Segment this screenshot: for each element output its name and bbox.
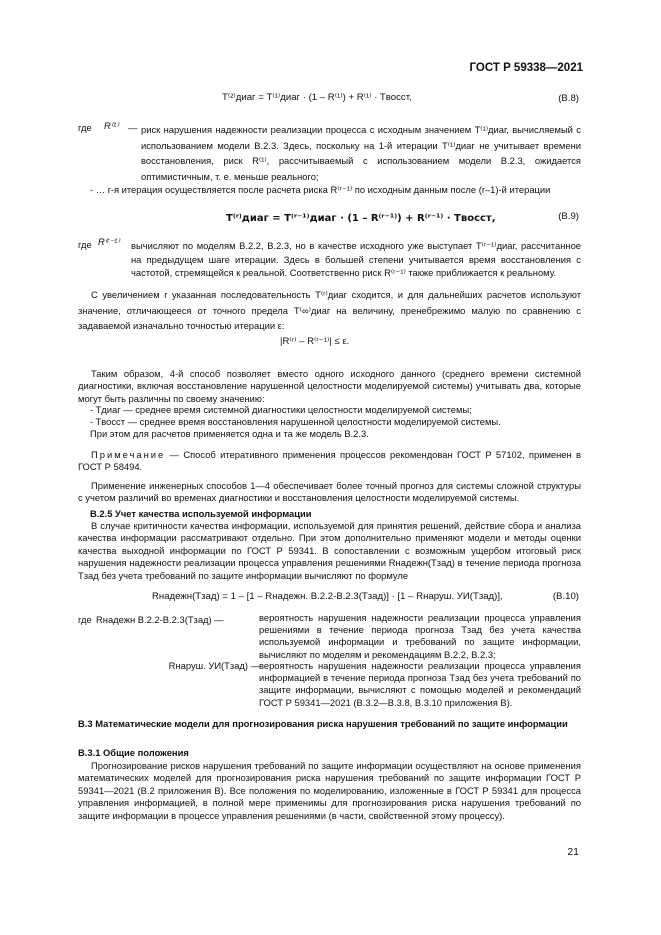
where-b9-symbol: R⁽ʳ⁻¹⁾ [98,236,120,247]
where-b9-text: вычисляют по моделям В.2.2, В.2.3, но в качестве исходного уже выступает T⁽ʳ⁻¹⁾диаг, рассчитанное на предыдущем шаге итерации. Здесь в большей степени учитывается время восстановления с частотой, стремящейся к реальной. Соответственно риск R⁽ʳ⁻¹⁾ также приближается к реальному. [131,240,581,278]
convergence-paragraph: С увеличением r указанная последовательность T⁽ʳ⁾диаг сходится, и для дальнейших расчетов используют значение, отличающееся от точного предела T⁽∞⁾диаг на величину, пренебрежимо малую по сравнению с задаваемой изначально точностью итерации ε: [78,289,581,331]
section-b25-paragraph: В случае критичности качества информации, используемой для принятия решений, действие сбора и анализа качества информации рассматривают отдельно. При этом дополнительно применяют модели и методы оценки качества выходной информации по ГОСТ Р 59341. В сопоставлении с возможным ущербом итоговый риск нарушения надежности реализации процесса управления решениями Rнадежн(Tзад) в течение периода прогноза Tзад без учета требований по защите информации вычисляют по формуле [78,520,581,581]
section-b31-title: В.3.1 Общие положения [78,747,189,758]
equation-b9-number: (В.9) [558,211,579,222]
page-number: 21 [567,846,579,858]
equation-b10: Rнадежн(Tзад) = 1 – [1 – Rнадежн. В.2.2-В.2.3(Tзад)] · [1 – Rнаруш. УИ(Tзад)], [152,591,503,602]
engineering-paragraph: Применение инженерных способов 1—4 обеспечивает более точный прогноз для системы сложной структуры с учетом различий во временах диагностики и восстановления целостности моделируемой системы. [78,480,581,504]
iteration-line: - … r-я итерация осуществляется после расчета риска R⁽ʳ⁻¹⁾ по исходным данным после (r–1)-й итерации [90,184,551,195]
note-text: — Способ итеративного применения процессов рекомендован ГОСТ Р 57102, применен в ГОСТ Р 58494. [78,449,581,473]
where-b10-text-1: вероятность нарушения надежности реализации процесса управления решениями в течение периода прогноза Tзад без учета качества используемой информации и требований по защите информации, вычисляют по моделям и рекомендациям В.2.2, В.2.3; [259,612,581,660]
equation-b8-number: (В.8) [558,93,579,104]
equation-epsilon: |R⁽ʳ⁾ – R⁽ʳ⁻¹⁾| ≤ ε. [280,336,350,347]
where-b10-symbol-1: Rнадежн В.2.2-В.2.3(Tзад) — [96,614,224,625]
note-block [78,449,581,474]
section-b31-paragraph: Прогнозирование рисков нарушения требований по защите информации осуществляют на основе применения математических моделей для прогнозирования риска нарушения требований по защите информации ГОСТ Р 59341—2021 (В.2 приложения В). Все положения по моделированию, изложенные в ГОСТ Р 59341 для процесса управления информацией, в полной мере применимы для прогнозирования риска нарушения требований по защите информации в процессе управления решениями (в части, свойственной этому процессу). [78,760,581,821]
equation-b9: T⁽ʳ⁾диаг = T⁽ʳ⁻¹⁾диаг · (1 – R⁽ʳ⁻¹⁾) + R⁽ʳ⁻¹⁾ · Tвосст, [226,213,496,224]
where-b9-label: где [78,239,92,250]
method4-tail: При этом для расчетов применяется одна и та же модель В.2.3. [90,428,369,439]
section-b25-title: В.2.5 Учет качества используемой информации [90,508,312,519]
equation-b10-number: (В.10) [552,591,579,602]
where-label: где [78,122,92,133]
method4-paragraph: Таким образом, 4-й способ позволяет вместо одного исходного данного (среднего времени системной диагностики, включая восстановление нарушенной целостности моделируемой системы) учитывать два, которые могут быть различны по своему значению: [78,368,581,404]
where-b10-text-2: вероятность нарушения надежности реализации процесса управления информацией в течение периода прогноза Tзад без учета требований по защите информации, вычисляют с помощью моделей и рекомендаций ГОСТ Р 59341—2021 (В.3.2—В.3.8, В.3.10 приложения В). [259,660,581,708]
equation-b8: T⁽²⁾диаг = T⁽¹⁾диаг · (1 – R⁽¹⁾) + R⁽¹⁾ · Tвосст, [222,92,412,103]
section-b3-title: В.3 Математические модели для прогнозирования риска нарушения требований по защите информации [78,718,568,729]
method4-item-2: - Tвосст — среднее время восстановления нарушенной целостности моделируемой системы. [90,416,501,427]
method4-item-1: - Tдиаг — среднее время системной диагностики целостности моделируемой системы; [90,404,472,415]
where-b10-label: где [78,614,92,625]
standard-header: ГОСТ Р 59338—2021 [469,62,583,74]
where-b8-text: риск нарушения надежности реализации процесса с исходным значением T⁽¹⁾диаг, вычисляемый с использованием модели В.2.3. Здесь, поскольку на 1-й итерации T⁽¹⁾диаг не учитывает времени восстановления, риск R⁽¹⁾, рассчитываемый с использованием модели В.2.3, ожидается оптимистичным, т. е. меньше реального; [141,124,581,182]
where-b10-symbol-2: Rнаруш. УИ(Tзад) — [168,660,260,671]
where-symbol: R⁽¹⁾ [104,120,119,131]
where-dash: — [128,122,138,133]
note-label: Примечание [91,449,166,460]
